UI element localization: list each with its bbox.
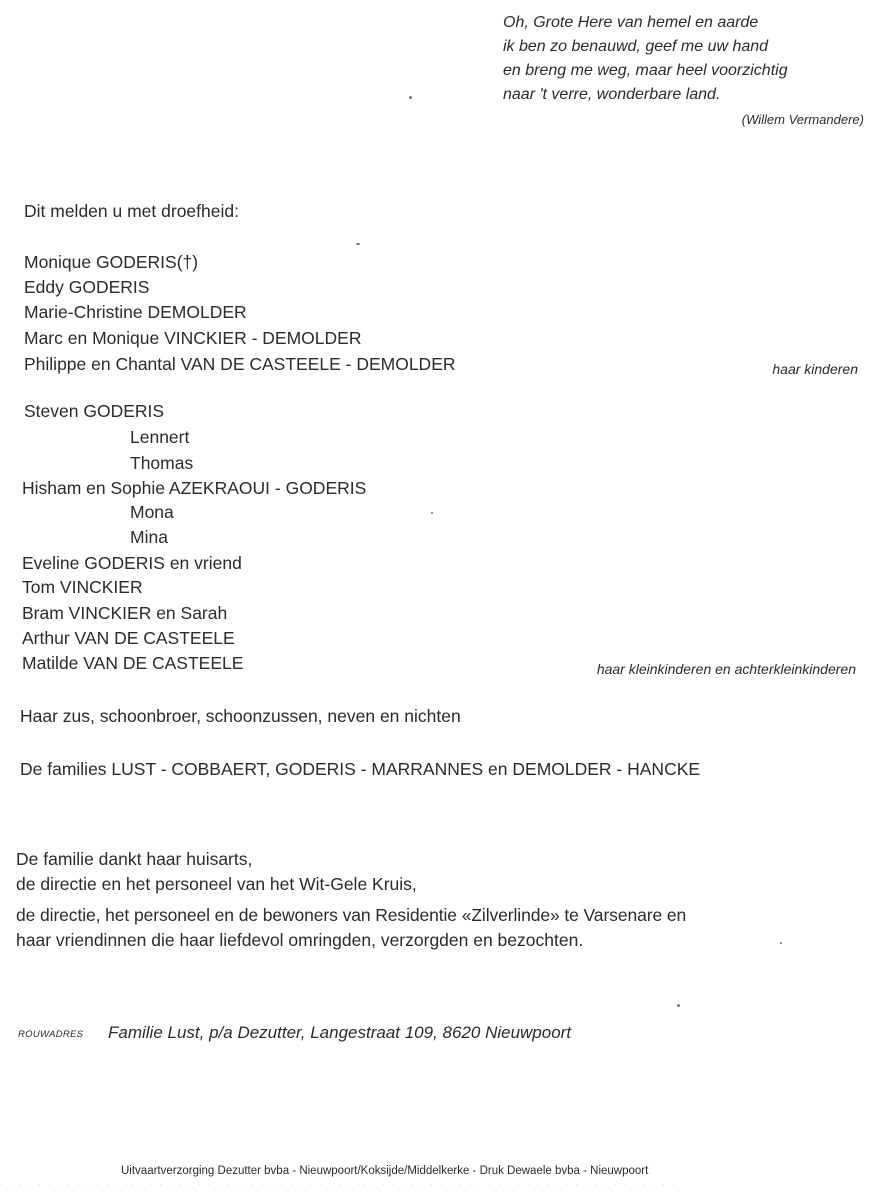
- child-name-5: Philippe en Chantal VAN DE CASTEELE - DEMOLDER: [24, 354, 456, 374]
- address-label: ROUWADRES: [18, 1029, 84, 1040]
- grandchild-name-9: Bram VINCKIER en Sarah: [22, 603, 228, 623]
- child-name-4: Marc en Monique VINCKIER - DEMOLDER: [24, 328, 362, 348]
- grandchild-name-5: Mona: [130, 502, 174, 522]
- poem-line-3: en breng me weg, maar heel voorzichtig: [503, 62, 788, 79]
- poem-line-4: naar 't verre, wonderbare land.: [503, 86, 721, 103]
- grandchild-name-3: Thomas: [130, 453, 194, 473]
- families-text: De families LUST - COBBAERT, GODERIS - MARRANNES en DEMOLDER - HANCKE: [20, 759, 701, 779]
- child-name-1: Monique GODERIS(†): [24, 252, 199, 272]
- thanks-line-4: haar vriendinnen die haar liefdevol omringden, verzorgden en bezochten.: [16, 930, 584, 950]
- grandchild-name-2: Lennert: [130, 427, 190, 447]
- poem-author: (Willem Vermandere): [741, 112, 864, 127]
- grandchild-name-1: Steven GODERIS: [24, 401, 165, 421]
- grandchildren-role: haar kleinkinderen en achterkleinkinderen: [596, 661, 856, 677]
- grandchild-name-6: Mina: [130, 527, 168, 547]
- scan-speck: [431, 512, 433, 514]
- thanks-line-2: de directie en het personeel van het Wit-Gele Kruis,: [16, 874, 417, 894]
- grandchild-name-8: Tom VINCKIER: [22, 577, 143, 597]
- children-role: haar kinderen: [772, 361, 858, 377]
- grandchild-name-7: Eveline GODERIS en vriend: [22, 553, 242, 573]
- intro-text: Dit melden u met droefheid:: [24, 201, 239, 221]
- scan-speck: [356, 243, 360, 245]
- poem-line-1: Oh, Grote Here van hemel en aarde: [503, 14, 759, 31]
- poem-line-2: ik ben zo benauwd, geef me uw hand: [503, 38, 769, 55]
- scan-speck: [409, 96, 412, 99]
- grandchild-name-11: Matilde VAN DE CASTEELE: [22, 653, 244, 673]
- scan-speck: [780, 942, 782, 944]
- child-name-2: Eddy GODERIS: [24, 277, 150, 297]
- grandchild-name-10: Arthur VAN DE CASTEELE: [22, 628, 235, 648]
- grandchild-name-4: Hisham en Sophie AZEKRAOUI - GODERIS: [22, 478, 367, 498]
- scan-noise: · · · · · · · · · · · · · ·· · · · · · · · · · · ·· · · · · · · · · · · · ·· · · · · · · · · · · · · · · · · · · · · · · · · · · · · · · · ·: [0, 1182, 678, 1188]
- thanks-line-1: De familie dankt haar huisarts,: [16, 849, 253, 869]
- thanks-line-3: de directie, het personeel en de bewoners van Residentie «Zilverlinde» te Varsenare en: [16, 905, 687, 925]
- relatives-text: Haar zus, schoonbroer, schoonzussen, neven en nichten: [20, 706, 461, 726]
- child-name-3: Marie-Christine DEMOLDER: [24, 302, 247, 322]
- scan-speck: [677, 1004, 680, 1007]
- address-text: Familie Lust, p/a Dezutter, Langestraat 109, 8620 Nieuwpoort: [108, 1023, 572, 1042]
- footer-text: Uitvaartverzorging Dezutter bvba - Nieuwpoort/Koksijde/Middelkerke - Druk Dewaele bvba - Nieuwpoort: [121, 1165, 649, 1177]
